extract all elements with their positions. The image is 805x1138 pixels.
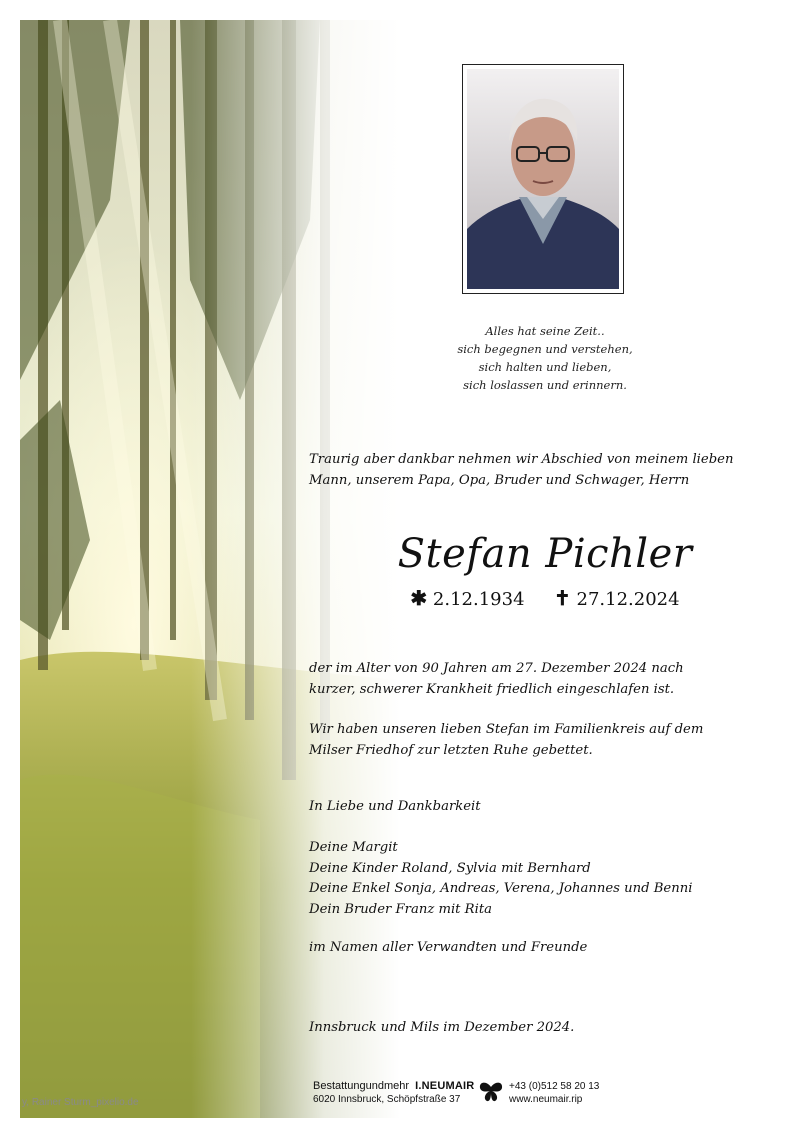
death-date: 27.12.2024 [576, 589, 680, 610]
paragraph-line: Milser Friedhof zur letzten Ruhe gebettet. [309, 742, 593, 758]
birth-icon: ✱ [410, 586, 428, 610]
relatives-line: im Namen aller Verwandten und Freunde [309, 940, 588, 955]
footer [313, 1080, 793, 1110]
paragraph-line: der im Alter von 90 Jahren am 27. Dezember 2024 nach [309, 661, 684, 676]
footer-contact [509, 1080, 599, 1106]
intro-line: Traurig aber dankbar nehmen wir Abschied von meinem lieben [309, 452, 734, 467]
mourners-list [309, 838, 789, 920]
brand-prefix: Bestattungundmehr [313, 1080, 410, 1092]
photo-credit: y, Rainer Sturm_pixelio.de [22, 1097, 139, 1108]
portrait-photo [462, 64, 624, 294]
paragraph-line: Wir haben unseren lieben Stefan im Familienkreis auf dem [309, 722, 704, 737]
poem [410, 322, 680, 394]
cross-icon: ✝ [554, 586, 571, 610]
paragraph-burial [309, 720, 789, 761]
intro-text [309, 449, 789, 491]
poem-line: sich halten und lieben, [478, 360, 612, 374]
relatives-text [309, 938, 789, 959]
mourner-line: Deine Kinder Roland, Sylvia mit Bernhard [309, 860, 591, 876]
footer-website: www.neumair.rip [509, 1094, 583, 1105]
footer-phone: +43 (0)512 58 20 13 [509, 1081, 600, 1092]
place-date [309, 1018, 789, 1039]
mourner-line: Deine Enkel Sonja, Andreas, Verena, Johannes und Benni [309, 881, 693, 896]
life-dates [380, 585, 710, 613]
birth-date: 2.12.1934 [432, 589, 525, 610]
butterfly-icon [479, 1081, 503, 1106]
mourner-line: Deine Margit [309, 840, 398, 855]
paragraph-line: kurzer, schwerer Krankheit friedlich eingeschlafen ist. [309, 681, 675, 697]
footer-company [313, 1080, 474, 1106]
place-date-line: Innsbruck und Mils im Dezember 2024. [309, 1020, 575, 1035]
closing-text [309, 797, 789, 818]
mourner-line: Dein Bruder Franz mit Rita [309, 901, 492, 917]
poem-line: sich loslassen und erinnern. [463, 378, 627, 392]
poem-line: sich begegnen und verstehen, [457, 342, 633, 356]
footer-address: 6020 Innsbruck, Schöpfstraße 37 [313, 1094, 461, 1105]
poem-line: Alles hat seine Zeit.. [485, 324, 605, 338]
closing-line: In Liebe und Dankbarkeit [309, 799, 481, 814]
brand-name: I.NEUMAIR [415, 1080, 475, 1092]
paragraph-age [309, 659, 789, 700]
intro-line: Mann, unserem Papa, Opa, Bruder und Schwager, Herrn [309, 473, 690, 488]
deceased-name: Stefan Pichler [397, 531, 693, 577]
